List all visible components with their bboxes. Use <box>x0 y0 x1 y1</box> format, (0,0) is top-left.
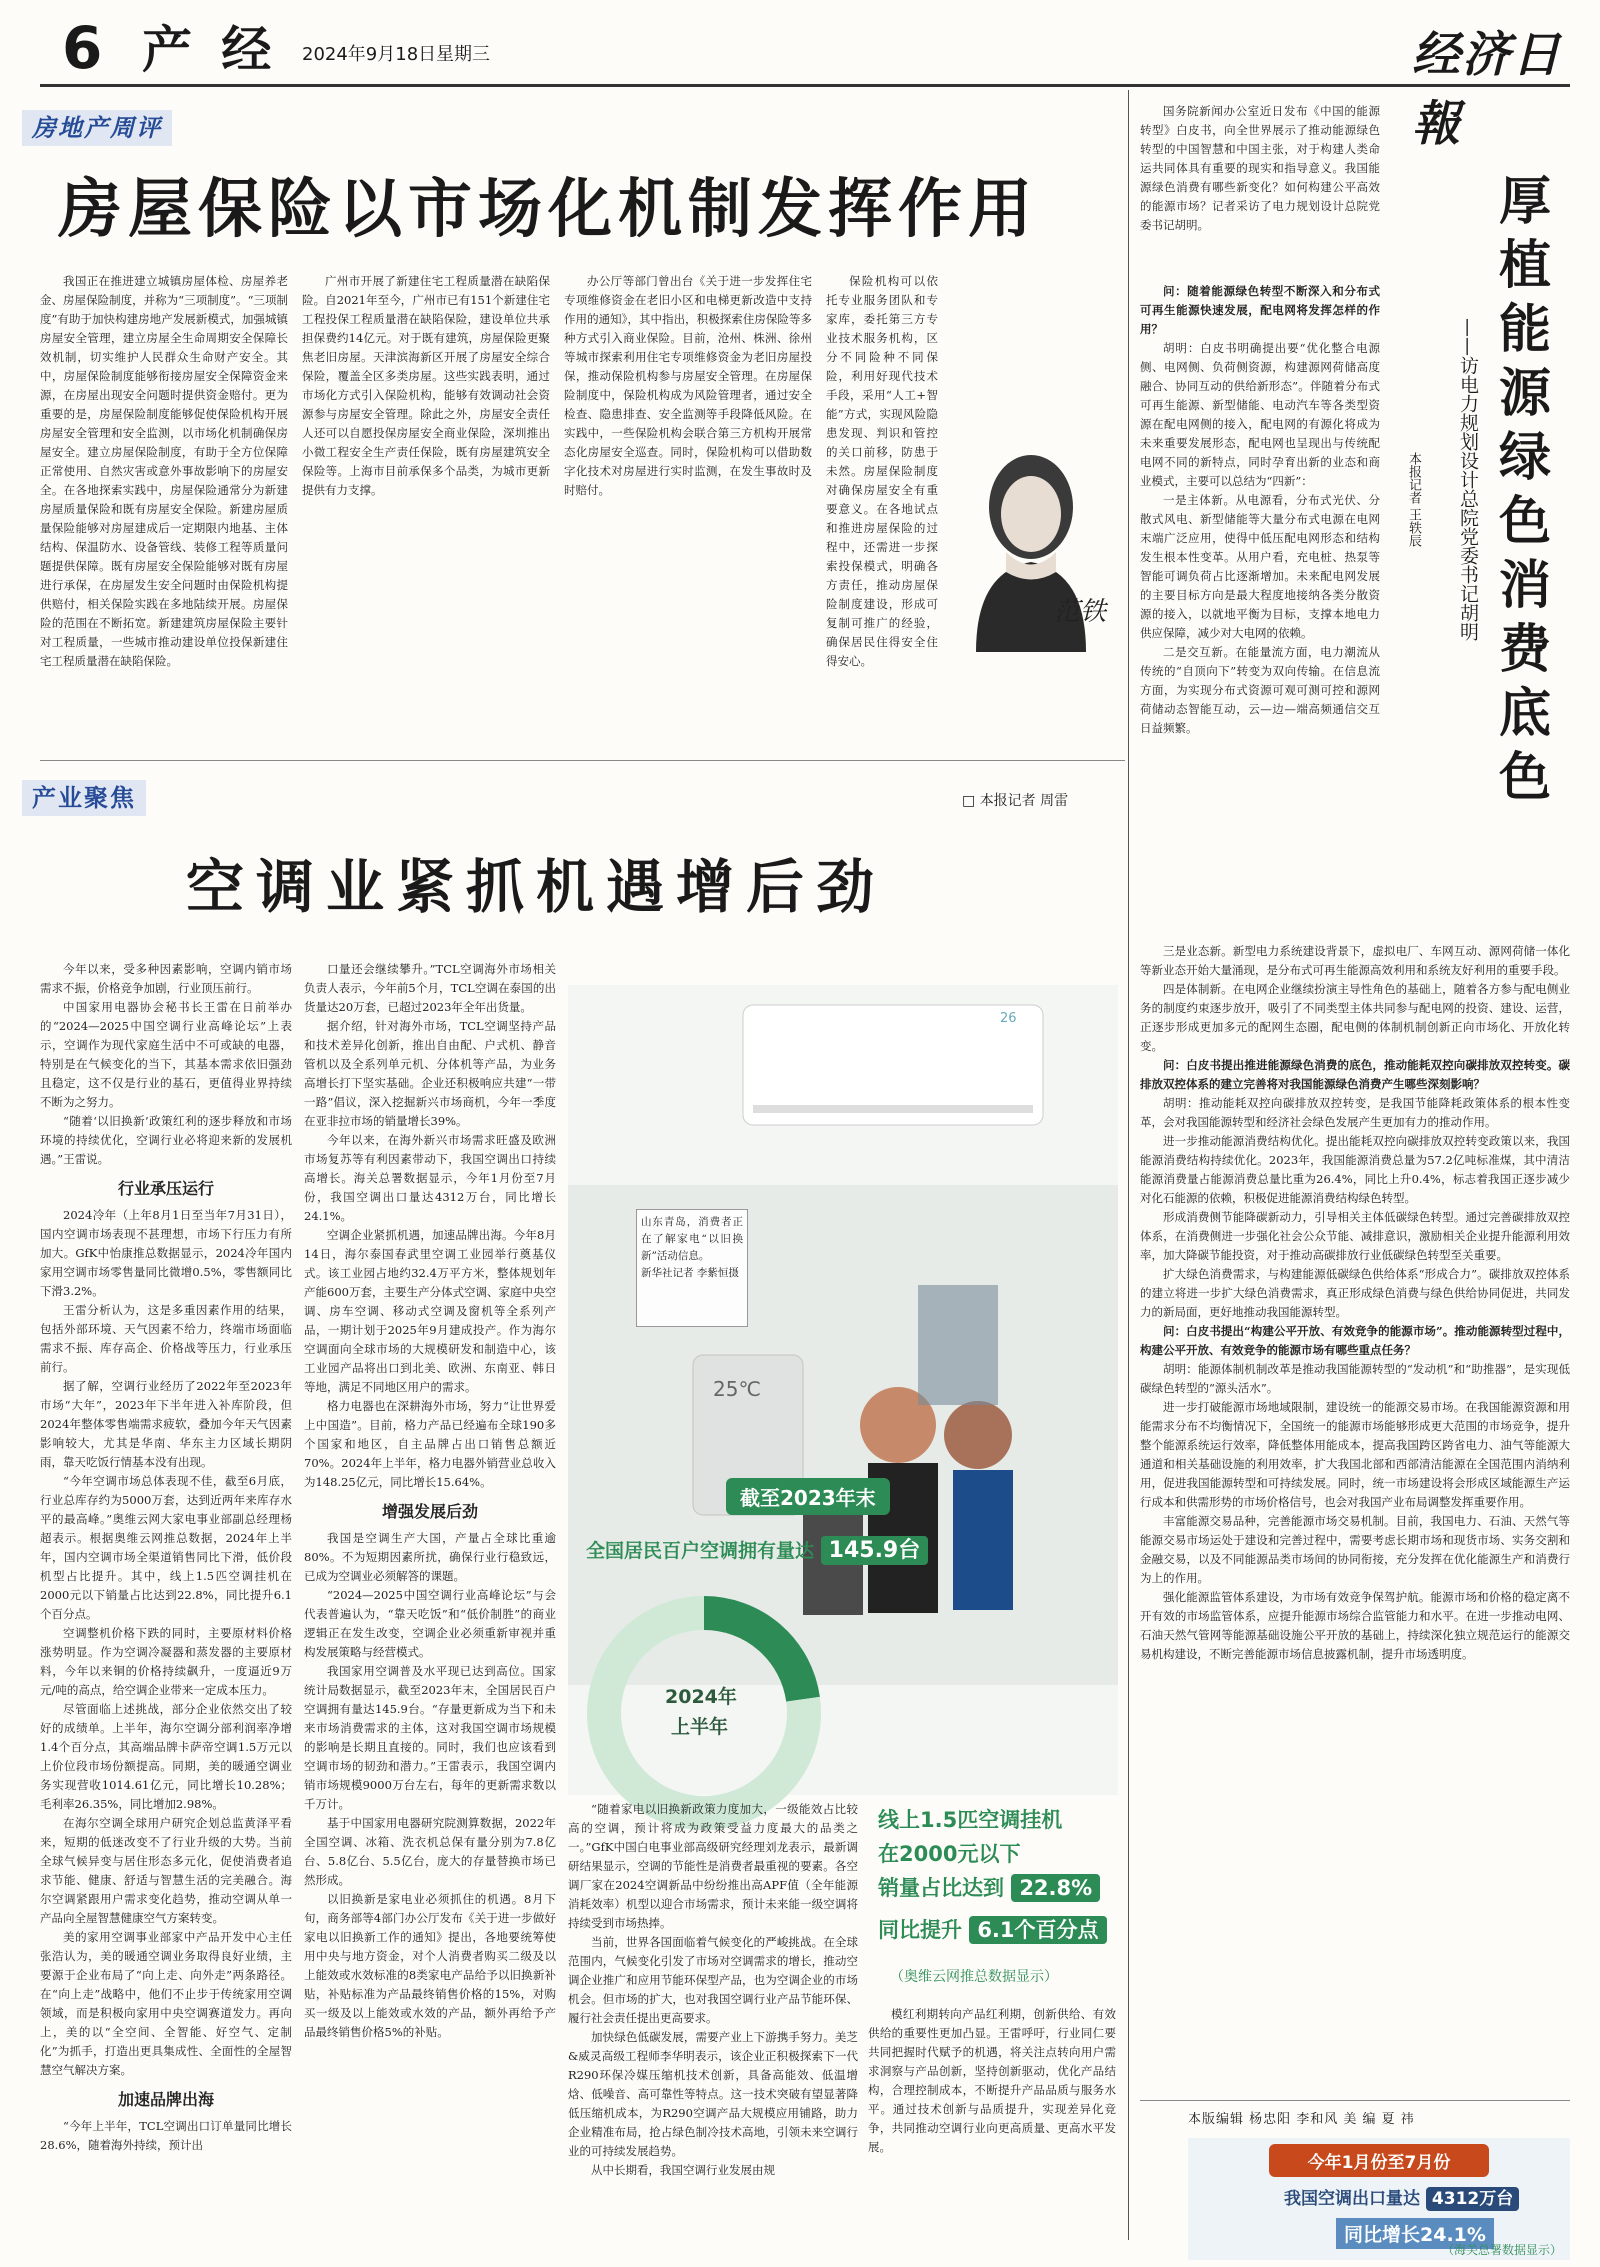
paragraph: 二是交互新。在能量流方面，电力潮流从传统的“自顶向下”转变为双向传输。在信息流方面，为实现分布式资源可观可测可控和源网荷储动态智能互动，云—边—端高频通信交互日益频繁。 <box>1140 645 1380 735</box>
byline-box-icon: □ <box>962 793 980 809</box>
info-line5-label: 同比提升 <box>878 1918 962 1942</box>
masthead-logo: 经济日報 <box>1412 27 1563 152</box>
issue-date: 2024年9月18日 <box>302 44 437 65</box>
export-header: 今年1月份至7月份 <box>1269 2144 1489 2177</box>
export-infographic <box>1188 2138 1570 2260</box>
paragraph: 空调整机价格下跌的同时，主要原材料价格涨势明显。作为空调冷凝器和蒸发器的主要原材料，今年以来铜的价格持续飙升，一度逼近9万元/吨的高点，给空调企业带来一定成本压力。 <box>40 1626 292 1697</box>
interview-title: 厚植能源绿色消费底色 <box>1498 171 1551 808</box>
paragraph: 进一步打破能源市场地域限制，建设统一的能源交易市场。在我国能源资源和用能需求分布不均衡情况下，全国统一的能源市场能够形成更大范围的市场竞争，提升整个能源系统运行效率，降低整体用能成本，提高我国跨区跨省电力、油气等能源大通道和相关基础设施的利用效率，扩大我国北部和西部清洁能源在全国范围内消纳利用，促进我国能源转型和可持续发展。同时，统一市场建设将会形成区域能源生产运行成本和供需形势的市场价格信号，也会对我国产业布局调整发挥重要作用。 <box>1140 1400 1570 1509</box>
paragraph: 加快绿色低碳发展，需要产业上下游携手努力。美芝&威灵高级工程师李华明表示，该企业正积极探索下一代R290环保冷媒压缩机技术创新，具备高能效、低温增焓、低噪音、高可靠性等特点。这一技术突破有望显著降低压缩机成本，为R290空调产品大规模应用铺路，助力企业精准布局，抢占绿色制冷技术高地，引领未来空调行业的可持续发展趋势。 <box>568 2030 858 2158</box>
paragraph: 胡明：白皮书明确提出要“优化整合电源侧、电网侧、负荷侧资源，构建源网荷储高度融合、协同互动的供给新形态”。伴随着分布式可再生能源、新型储能、电动汽车等各类型资源在配电网侧的接入，配电网的有源化将成为未来重要发展形态，配电网也呈现出与传统配电网不同的新特点，同时孕育出新的业态和商业模式，主要可以总结为“四新”： <box>1140 341 1380 488</box>
info-line2: 线上1.5匹空调挂机 <box>878 1808 1063 1832</box>
paragraph: 口量还会继续攀升。”TCL空调海外市场相关负责人表示，今年前5个月，TCL空调在泰国的出货量达20万套，已超过2023年全年出货量。 <box>304 962 556 1014</box>
donut-half: 上半年 <box>671 1716 729 1738</box>
paragraph: “随着家电以旧换新政策力度加大，一级能效占比较高的空调，预计将成为政策受益力度最大的品类之一。”GfK中国白电事业部高级研究经理刘龙表示，最新调研结果显示，空调的节能性是消费者最重视的要素。各空调厂家在2024空调新品中纷纷推出高APF值（全年能源消耗效率）机型以迎合市场需求，预计未来能一级空调将持续受到市场热捧。 <box>568 1802 858 1930</box>
paragraph: “今年上半年，TCL空调出口订单量同比增长28.6%，随着海外持续，预计出 <box>40 2119 292 2152</box>
paragraph: 2024冷年（上年8月1日至当年7月31日），国内空调市场表现不甚理想，市场下行压力有所加大。GfK中怡康推总数据显示，2024冷年国内家用空调市场零售量同比微增0.5%，零售额同比下滑3.2%。 <box>40 1208 292 1298</box>
paragraph: 中国家用电器协会秘书长王雷在日前举办的“2024—2025中国空调行业高峰论坛”上表示，空调作为现代家庭生活中不可或缺的电器，特别是在气候变化的当下，其基本需求依旧强劲且稳定，这不仅是行业的基石，更值得业界持续不断为之努力。 <box>40 1000 292 1109</box>
paragraph: 今年以来，受多种因素影响，空调内销市场需求不振，价格竞争加剧，行业顶压前行。 <box>40 962 292 995</box>
paragraph: 一是主体新。从电源看，分布式光伏、分散式风电、新型储能等大量分布式电源在电网末端广泛应用，使得中低压配电网形态和结构发生根本性变革。从用户看，充电桩、热泵等智能可调负荷占比逐渐增加。未来配电网发展的主要目标方向是最大程度地接纳各类分散资源的接入，以就地平衡为目标，支撑本地电力供应保障，减少对大电网的依赖。 <box>1140 493 1380 640</box>
export-line2: 同比增长24.1% <box>1336 2218 1494 2249</box>
info-line1-value: 145.9台 <box>821 1536 929 1565</box>
paragraph: 国务院新闻办公室近日发布《中国的能源转型》白皮书，向全世界展示了推动能源绿色转型的中国智慧和中国主张，对于构建人类命运共同体具有重要的现实和指导意义。我国能源绿色消费有哪些新变化？如何构建公平高效的能源市场？记者采访了电力规划设计总院党委书记胡明。 <box>1140 104 1380 232</box>
byline-ac <box>962 790 1068 810</box>
paragraph: 今年以来，在海外新兴市场需求旺盛及欧洲市场复苏等有利因素带动下，我国空调出口持续高增长。海关总署数据显示，今年1月份至7月份，我国空调出口量达4312万台，同比增长24.1%。 <box>304 1133 556 1223</box>
paragraph: 据了解，空调行业经历了2022年至2023年市场“大年”，2023年下半年进入补库阶段，但2024年整体零售端需求疲软，叠加今年天气因素影响较大，尤其是华南、华东主力区域长期阴雨，靠天吃饭行情基本没有出现。 <box>40 1379 292 1469</box>
ac-display: 26 <box>1000 1011 1017 1026</box>
interview-subtitle: ——访电力规划设计总院党委书记胡明 <box>1457 318 1479 641</box>
editors-line: 本版编辑 杨忠阳 李和风 美 编 夏 祎 <box>1188 2112 1415 2127</box>
paragraph: 胡明：推动能耗双控向碳排放双控转变，是我国节能降耗政策体系的根本性变革，会对我国能源转型和经济社会绿色发展产生更加有力的推动作用。 <box>1140 1096 1570 1129</box>
column-tag-industry <box>22 778 146 813</box>
interview-body-wide <box>1140 942 1570 2092</box>
paragraph: 强化能源监管体系建设，为市场有效竞争保驾护航。能源市场和价格的稳定离不开有效的市场监管体系，应提升能源市场综合监管能力和水平。在进一步推动电网、石油天然气管网等能源基础设施公平开放的基础上，持续深化独立规范运行的能源交易机构建设，不断完善能源市场信息披露机制，提升市场透明度。 <box>1140 1590 1570 1661</box>
paragraph: 保险机构可以依托专业服务团队和专家库，委托第三方专业技术服务机构，区分不同险种不同保险，利用好现代技术手段，采用“人工+智能”方式，实现风险隐患发现、判识和管控的关口前移，防患于未然。房屋保险制度对确保房屋安全有重要意义。在各地试点和推进房屋保险的过程中，还需进一步探索投保模式，明确各方责任，推动房屋保险制度建设，形成可复制可推广的经验，确保居民住得安全住得安心。 <box>826 274 938 668</box>
ac-column-4 <box>868 2005 1116 2245</box>
byline-text: 本报记者 周雷 <box>979 793 1069 809</box>
photo-credit: 新华社记者 李紫恒摄 <box>641 1267 739 1279</box>
paragraph: 我国家用空调普及水平现已达到高位。国家统计局数据显示，截至2023年末，全国居民百户空调拥有量达145.9台。“存量更新成为当下和未来市场消费需求的主体，这对我国空调市场规模的影响是长期且直接的。同时，我们也应该看到空调市场的韧劲和潜力。”王雷表示，我国空调内销市场规模9000万台左右，每年的更新需求数以千万计。 <box>304 1664 556 1811</box>
paragraph: 三是业态新。新型电力系统建设背景下，虚拟电厂、车网互动、源网荷储一体化等新业态开始大量涌现，是分布式可再生能源高效利用和系统友好利用的重要手段。 <box>1140 944 1570 977</box>
paragraph: 问：白皮书提出“构建公平开放、有效竞争的能源市场”。推动能源转型过程中，构建公平开放、有效竞争的能源市场有哪些重点任务？ <box>1140 1324 1570 1357</box>
paragraph: 办公厅等部门曾出台《关于进一步发挥住宅专项维修资金在老旧小区和电梯更新改造中支持作用的通知》，其中指出，积极探索住房保险等多种方式引入商业保险。目前，沧州、株洲、徐州等城市探索利用住宅专项维修资金为老旧房屋投保，推动保险机构参与房屋安全管理。在房屋保险制度中，保险机构成为风险管理者，通过安全检查、隐患排查、安全监测等手段降低风险。在实践中，一些保险机构会联合第三方机构开展常态化房屋安全巡查。同时，保险机构可以借助数字化技术对房屋进行实时监测，在发生事故时及时赔付。 <box>564 274 812 497</box>
article-column-4 <box>826 272 1116 742</box>
info-line4 <box>878 1872 1100 1902</box>
export-source: （海关总署数据显示） <box>1441 2243 1562 2257</box>
paragraph: 模红利期转向产品红利期，创新供给、有效供给的重要性更加凸显。王雷呼吁，行业同仁要共同把握时代赋予的机遇，将关注点转向用户需求洞察与产品创新，坚持创新驱动，优化产品结构，合理控制成本，不断提升产品品质与服务水平。通过技术创新与品质提升，实现差异化竞争，共同推动空调行业向更高质量、更高水平发展。 <box>868 2007 1116 2154</box>
info-line4-value: 22.8% <box>1011 1874 1100 1902</box>
subheading: 增强发展后劲 <box>381 1502 478 1521</box>
ac-column-3 <box>568 1800 858 2245</box>
info-line4-label: 销量占比达到 <box>878 1876 1004 1900</box>
export-line1-value: 4312万台 <box>1426 2187 1519 2211</box>
author-signature: 范铁 <box>1053 597 1106 627</box>
paragraph: 我国正在推进建立城镇房屋体检、房屋养老金、房屋保险制度，并称为“三项制度”。“三项制度”有助于加快构建房地产发展新模式，加强城镇房屋安全管理，建立房屋全生命周期安全保障长效机制，切实维护人民群众生命财产安全。其中，房屋保险制度能够衔接房屋安全保障资金来源，在房屋出现安全问题时提供资金赔付。更为重要的是，房屋保险制度能够促使保险机构开展房屋安全管理和安全监测，以市场化机制确保房屋安全。建立房屋保险制度，有助于全方位保障正常使用、自然灾害或意外事故影响下的房屋安全。在各地探索实践中，房屋保险通常分为新建房屋质量保险和既有房屋安全保险。新建房屋质量保险能够对房屋建成后一定期限内地基、主体结构、保温防水、设备管线、装修工程等质量问题提供保障。既有房屋安全保险能够对既有房屋进行承保，在房屋发生安全问题时由保险机构提供赔付，相关保险实践在多地陆续开展。房屋保险的范围在不断拓宽。新建建筑房屋保险主要针对工程质量，一些城市推动建设单位投保新建住宅工程质量潜在缺陷保险。 <box>40 274 288 668</box>
info-line5 <box>878 1914 1107 1944</box>
ac-illustration <box>568 985 1118 1795</box>
info-line5-value: 6.1个百分点 <box>969 1916 1106 1944</box>
editor-rule <box>1140 2100 1570 2101</box>
section-rule <box>40 760 1125 761</box>
column-tag-label: 产业聚焦 <box>22 780 146 816</box>
column-tag-property <box>22 108 172 143</box>
paragraph: 美的家用空调事业部家中产品开发中心主任张浩认为，美的暖通空调业务取得良好业绩，主要源于企业布局了“向上走、向外走”两条路径。在“向上走”战略中，他们不止步于传统家用空调领域，而是积极向家用中央空调赛道发力。再向上，美的以“全空间、全智能、好空气、定制化”为抓手，打造出更具集成性、全面性的全屋智慧空气解决方案。 <box>40 1930 292 2077</box>
info-header: 截至2023年末 <box>726 1478 890 1515</box>
info-line1-label: 全国居民百户空调拥有量达 <box>586 1540 815 1562</box>
column-tag-label: 房地产周评 <box>22 110 172 146</box>
paragraph: 当前，世界各国面临着气候变化的严峻挑战。在全球范围内，气候变化引发了市场对空调需求的增长，推动空调企业推广和应用节能环保型产品，也为空调企业的市场机会。但市场的扩大，也对我国空调行业产品节能环保、履行社会责任提出更高要求。 <box>568 1935 858 2025</box>
headline-insurance: 房屋保险以市场化机制发挥作用 <box>58 172 1038 247</box>
paragraph: 胡明：能源体制机制改革是推动我国能源转型的“发动机”和“助推器”，是实现低碳绿色转型的“源头活水”。 <box>1140 1362 1570 1395</box>
paragraph: 空调企业紧抓机遇，加速品牌出海。今年8月14日，海尔泰国春武里空调工业园举行奠基仪式。该工业园占地约32.4万平方米，整体规划年产能600万套，主要生产分体式空调、家庭中央空调、房车空调、移动式空调及窗机等全系列产品，一期计划于2025年9月建成投产。作为海尔空调面向全球市场的大规模研发和制造中心，该工业园产品将出口到北美、欧洲、东南亚、韩日等地，满足不同地区用户的需求。 <box>304 1228 556 1394</box>
paragraph: “随着‘以旧换新’政策红利的逐步释放和市场环境的持续优化，空调行业必将迎来新的发展机遇。”王雷说。 <box>40 1114 292 1166</box>
paragraph: 在海尔空调全球用户研究企划总监黄泽平看来，短期的低迷改变不了行业升级的大势。当前全球气候异变与居住形态多元化，促使消费者追求节能、健康、舒适与智慧生活的完美融合。海尔空调紧跟用户需求变化趋势，推动空调从单一产品向全屋智慧健康空气方案转变。 <box>40 1816 292 1925</box>
paragraph: 我国是空调生产大国，产量占全球比重逾80%。不为短期因素所扰，确保行业行稳致远，已成为空调业必须解答的课题。 <box>304 1531 556 1583</box>
paragraph: 丰富能源交易品种，完善能源市场交易机制。目前，我国电力、石油、天然气等能源交易市场运处于建设和完善过程中，需要考虑长期市场和现货市场、实务交割和金融交易，以及不同能源品类市场间的协同衔接，充分发挥在优化能源生产和消费行为上的作用。 <box>1140 1514 1570 1585</box>
interview-reporter: 本报记者 王轶辰 <box>1406 452 1421 548</box>
paragraph: 四是体制新。在电网企业继续扮演主导性角色的基础上，随着各方参与配电侧业务的制度约束逐步放开，吸引了不同类型主体共同参与配电网的投资、建设、运营，正逐步形成更加多元的配网生态圈，配电侧的体制机制创新正向市场化、开放化转变。 <box>1140 982 1570 1053</box>
subheading: 行业承压运行 <box>117 1179 214 1198</box>
article-column-3 <box>564 272 812 742</box>
paragraph: 进一步推动能源消费结构优化。提出能耗双控向碳排放双控转变政策以来，我国能源消费结构持续优化。2023年，我国能源消费总量为57.2亿吨标准煤，其中清洁能源消费量占能源消费总量比重为26.4%，同比上升0.4%，标志着我国正逐步减少对化石能源的依赖，积极促进能源消费结构绿色转型。 <box>1140 1134 1570 1205</box>
paragraph: 问：白皮书提出推进能源绿色消费的底色，推动能耗双控向碳排放双控转变。碳排放双控体系的建立完善将对我国能源绿色消费产生哪些深刻影响？ <box>1140 1058 1570 1091</box>
donut-year: 2024年 <box>665 1686 737 1708</box>
paragraph: 问：随着能源绿色转型不断深入和分布式可再生能源快速发展，配电网将发挥怎样的作用？ <box>1140 284 1380 336</box>
subheading: 加速品牌出海 <box>117 2090 214 2109</box>
export-line1-label: 我国空调出口量达 <box>1284 2189 1420 2209</box>
paragraph: 形成消费侧节能降碳新动力，引导相关主体低碳绿色转型。通过完善碳排放双控体系，在消费侧进一步强化社会公众节能、减排意识，激励相关企业提升能源利用效率，加大降碳节能投资，对于推动高碳排放行业低碳绿色转型至关重要。 <box>1140 1210 1570 1262</box>
paragraph: 格力电器也在深耕海外市场，努力“让世界爱上中国造”。目前，格力产品已经遍布全球190多个国家和地区，自主品牌占出口销售总额近70%。2024年上半年，格力电器外销营业总收入为148.25亿元，同比增长15.64%。 <box>304 1399 556 1489</box>
export-line1 <box>1284 2184 1519 2209</box>
interview-body-top <box>1140 282 1380 942</box>
info-line1 <box>586 1533 928 1564</box>
header-rule <box>40 84 1570 87</box>
info-line3: 在2000元以下 <box>878 1842 1021 1866</box>
interview-intro <box>1140 102 1380 282</box>
page-number: 6 <box>62 14 103 82</box>
divider <box>1128 90 1129 2240</box>
paragraph: 据介绍，针对海外市场，TCL空调坚持产品和技术差异化创新，推出自由配、户式机、静音管机以及全系列单元机、分体机等产品，为业务高增长打下坚实基础。企业还积极响应共建“一带一路”倡议，深入挖掘新兴市场商机，今年一季度在亚非拉市场的销量增长39%。 <box>304 1019 556 1128</box>
paragraph: 尽管面临上述挑战，部分企业依然交出了较好的成绩单。上半年，海尔空调分部利润率净增1.4个百分点，其高端品牌卡萨帝空调1.5万元以上价位段市场份额提高。同期，美的暖通空调业务实现营收1014.61亿元，同比增长10.28%；毛利率26.35%，同比增加2.98%。 <box>40 1702 292 1811</box>
photo-caption: 山东青岛，消费者正在了解家电“以旧换新”活动信息。 <box>641 1216 743 1262</box>
paragraph: “2024—2025中国空调行业高峰论坛”与会代表普遍认为，“靠天吃饭”和“低价制胜”的商业逻辑正在发生改变，空调企业必须重新审视并重构发展策略与经营模式。 <box>304 1588 556 1659</box>
ac-column-2 <box>304 960 556 2245</box>
headline-ac: 空调业紧抓机遇增后劲 <box>186 853 887 921</box>
article-column-1 <box>40 272 288 742</box>
paragraph: 广州市开展了新建住宅工程质量潜在缺陷保险。自2021年至今，广州市已有151个新建住宅工程投保工程质量潜在缺陷保险，建设单位共承担保费约14亿元。对于既有建筑，房屋保险更聚焦老旧房屋。天津滨海新区开展了房屋安全综合保险，覆盖全区多类房屋。这些实践表明，通过市场化方式引入保险机构，能够有效调动社会资源参与房屋安全管理。除此之外，房屋安全责任人还可以自愿投保房屋安全商业保险，深圳推出小微工程安全生产责任保险，既有房屋建筑安全保险等。上海市目前承保多个品类，为城市更新提供有力支撑。 <box>302 274 550 497</box>
ac-column-1 <box>40 960 292 2245</box>
paragraph: 王雷分析认为，这是多重因素作用的结果，包括外部环境、天气因素不给力，终端市场面临需求不振、库存高企、价格战等压力，行业承压前行。 <box>40 1303 292 1374</box>
article-column-2 <box>302 272 550 742</box>
paragraph: 基于中国家用电器研究院测算数据，2022年全国空调、冰箱、洗衣机总保有量分别为7.8亿台、5.8亿台、5.5亿台，庞大的存量替换市场已然形成。 <box>304 1816 556 1887</box>
remote-display: 25℃ <box>713 1377 761 1401</box>
paragraph: “今年空调市场总体表现不佳，截至6月底，行业总库存约为5000万套，达到近两年来库存水平的最高峰。”奥维云网大家电事业部副总经理杨超表示。根据奥维云网推总数据，2024年上半年，国内空调市场全渠道销售同比下滑，低价段机型占比提升。其中，线上1.5匹空调挂机在2000元以下销量占比达到22.8%，同比提升6.1个百分点。 <box>40 1474 292 1621</box>
paragraph: 以旧换新是家电业必须抓住的机遇。8月下旬，商务部等4部门办公厅发布《关于进一步做好家电以旧换新工作的通知》提出，各地要统筹使用中央与地方资金，对个人消费者购买二级及以上能效或水效标准的8类家电产品给予以旧换新补贴，补贴标准为产品最终销售价格的15%，对购买一级及以上能效或水效的产品，额外再给予产品最终销售价格5%的补贴。 <box>304 1892 556 2039</box>
paragraph: 扩大绿色消费需求，与构建能源低碳绿色供给体系“形成合力”。碳排放双控体系的建立将进一步扩大绿色消费需求，真正形成绿色消费与绿色供给协同促进，共同发力的新局面，更好地推动我国能源转型。 <box>1140 1267 1570 1319</box>
paragraph: 从中长期看，我国空调行业发展由规 <box>591 2163 775 2177</box>
author-portrait <box>946 402 1116 652</box>
photo-caption-box <box>636 1209 748 1327</box>
info-source: （奥维云网推总数据显示） <box>890 1969 1058 1985</box>
section-title: 产 经 <box>142 20 278 79</box>
issue-weekday: 星期三 <box>436 44 490 65</box>
